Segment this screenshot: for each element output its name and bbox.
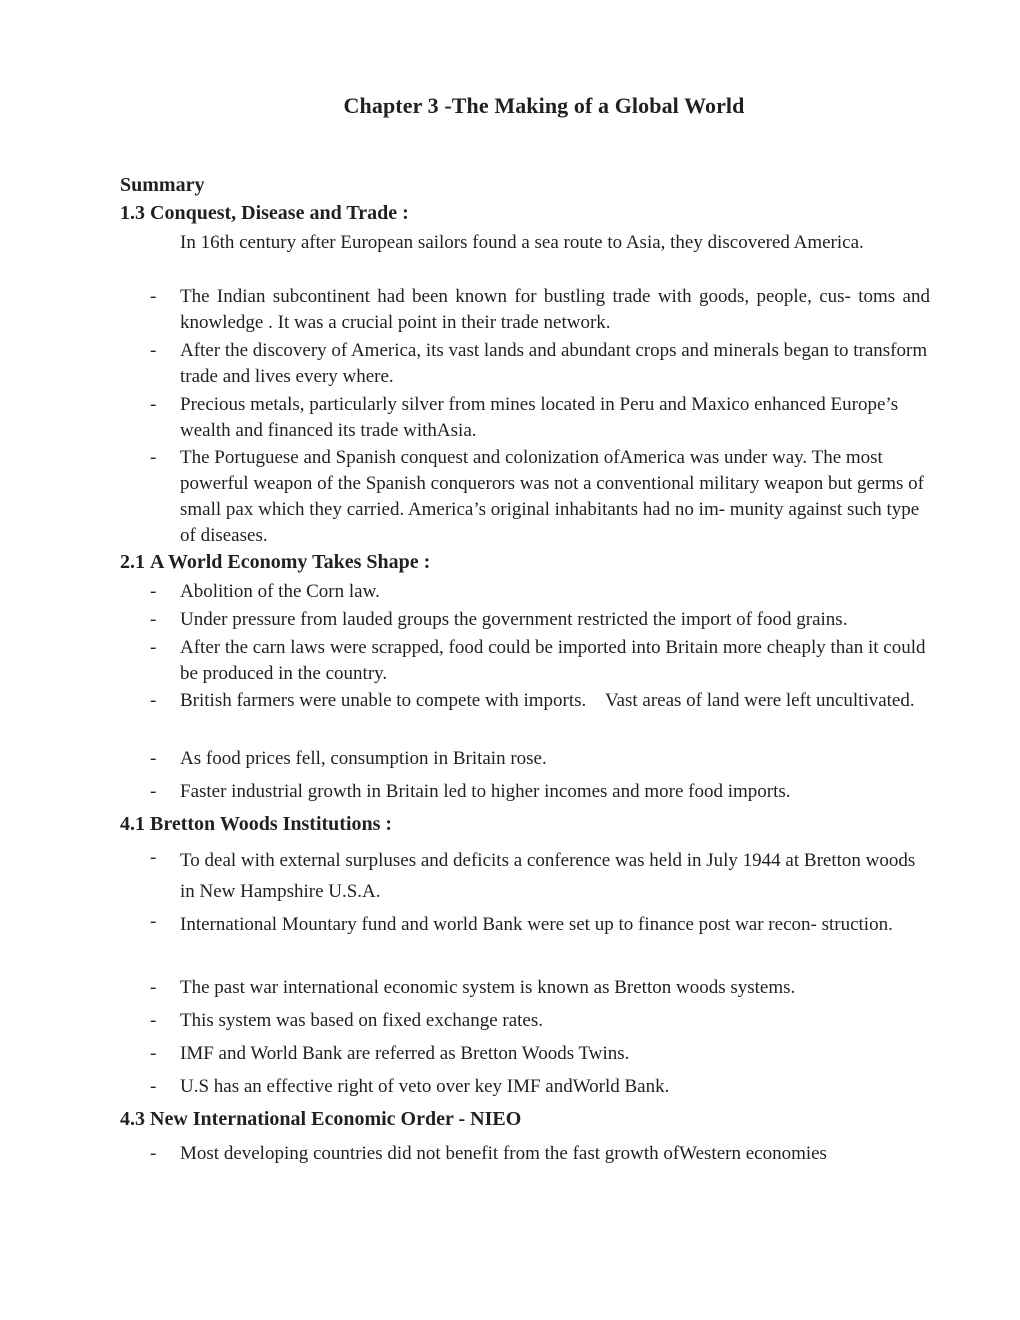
bullet-dash: - bbox=[150, 447, 157, 468]
summary-heading: Summary bbox=[120, 174, 205, 196]
list-item bbox=[150, 909, 930, 940]
list-item bbox=[150, 338, 930, 390]
list-item bbox=[150, 635, 930, 687]
section-heading bbox=[120, 813, 392, 836]
bullet-dash: - bbox=[150, 637, 157, 658]
list-item bbox=[150, 1008, 930, 1034]
section-title: Bretton Woods Institutions : bbox=[150, 813, 393, 835]
list-item bbox=[150, 975, 930, 1001]
list-item-text: British farmers were unable to compete with imports. Vast areas of land were left uncultivated. bbox=[180, 690, 915, 711]
bullet-dash: - bbox=[150, 340, 157, 361]
list-item bbox=[150, 688, 930, 714]
list-item-text: Under pressure from lauded groups the government restricted the import of food grains. bbox=[180, 609, 848, 630]
list-item bbox=[150, 607, 930, 633]
section-number: 4.1 bbox=[120, 813, 145, 835]
bullet-dash: - bbox=[150, 977, 157, 998]
bullet-dash: - bbox=[150, 286, 157, 307]
list-item bbox=[150, 445, 930, 549]
list-item bbox=[150, 392, 930, 444]
bullet-dash: - bbox=[150, 1143, 157, 1164]
list-item-text: Abolition of the Corn law. bbox=[180, 581, 380, 602]
bullet-dash: - bbox=[150, 1043, 157, 1064]
bullet-dash: - bbox=[150, 781, 157, 802]
list-item bbox=[150, 579, 930, 605]
list-item-text: After the discovery of America, its vast lands and abundant crops and minerals began to transform trade and lives every where. bbox=[180, 340, 928, 387]
list-item-text: As food prices fell, consumption in Britain rose. bbox=[180, 748, 547, 769]
list-item-text: This system was based on fixed exchange rates. bbox=[180, 1010, 544, 1031]
list-item-text: U.S has an effective right of veto over key IMF andWorld Bank. bbox=[180, 1076, 670, 1097]
list-item-text: In 16th century after European sailors found a sea route to Asia, they discovered America. bbox=[180, 232, 864, 253]
list-item-text: After the carn laws were scrapped, food could be imported into Britain more cheaply than it could be produced in the country. bbox=[180, 637, 926, 684]
section-number: 2.1 bbox=[120, 551, 145, 573]
bullet-dash: - bbox=[150, 748, 157, 769]
list-item bbox=[150, 845, 930, 907]
list-item bbox=[150, 230, 930, 256]
list-item-text: Precious metals, particularly silver from mines located in Peru and Maxico enhanced Europe’s wealth and financed its trade withAsia. bbox=[180, 394, 899, 441]
bullet-dash: - bbox=[150, 581, 157, 602]
bullet-dash: - bbox=[150, 911, 157, 932]
list-item-text: IMF and World Bank are referred as Bretton Woods Twins. bbox=[180, 1043, 630, 1064]
section-title: A World Economy Takes Shape : bbox=[150, 551, 431, 573]
list-item bbox=[150, 1141, 930, 1167]
bullet-dash: - bbox=[150, 847, 157, 868]
list-item bbox=[150, 284, 930, 336]
list-item-text: The Indian subcontinent had been known for bustling trade with goods, people, cus- toms and knowledge . It was a crucial point in their trade network. bbox=[180, 286, 930, 333]
list-item-text: The past war international economic system is known as Bretton woods systems. bbox=[180, 977, 796, 998]
list-item bbox=[150, 779, 930, 805]
section-heading bbox=[120, 202, 409, 225]
chapter-title: Chapter 3 -The Making of a Global World bbox=[343, 93, 745, 118]
list-item-text: The Portuguese and Spanish conquest and colonization ofAmerica was under way. The most powerful weapon of the Spanish conquerors was not a conventional military weapon but germs of small pax which they carried. America’s original inhabitants had no im- munity against such type of diseases. bbox=[180, 447, 924, 546]
list-item bbox=[150, 1074, 930, 1100]
list-item bbox=[150, 1041, 930, 1067]
section-heading bbox=[120, 551, 430, 574]
bullet-dash: - bbox=[150, 1010, 157, 1031]
list-item-text: Most developing countries did not benefit from the fast growth ofWestern economies bbox=[180, 1143, 827, 1164]
list-item bbox=[150, 746, 930, 772]
section-title: Conquest, Disease and Trade : bbox=[150, 202, 409, 224]
list-item-text: International Mountary fund and world Bank were set up to finance post war recon- struction. bbox=[180, 914, 893, 935]
section-number: 1.3 bbox=[120, 202, 145, 224]
bullet-dash: - bbox=[150, 609, 157, 630]
bullet-dash: - bbox=[150, 690, 157, 711]
section-title: New International Economic Order - NIEO bbox=[150, 1108, 522, 1130]
section-heading bbox=[120, 1108, 521, 1131]
list-item-text: Faster industrial growth in Britain led to higher incomes and more food imports. bbox=[180, 781, 791, 802]
bullet-dash: - bbox=[150, 1076, 157, 1097]
section-number: 4.3 bbox=[120, 1108, 145, 1130]
bullet-dash: - bbox=[150, 394, 157, 415]
list-item-text: To deal with external surpluses and deficits a conference was held in July 1944 at Bretton woods in New Hampshire U.S.A. bbox=[180, 850, 916, 902]
